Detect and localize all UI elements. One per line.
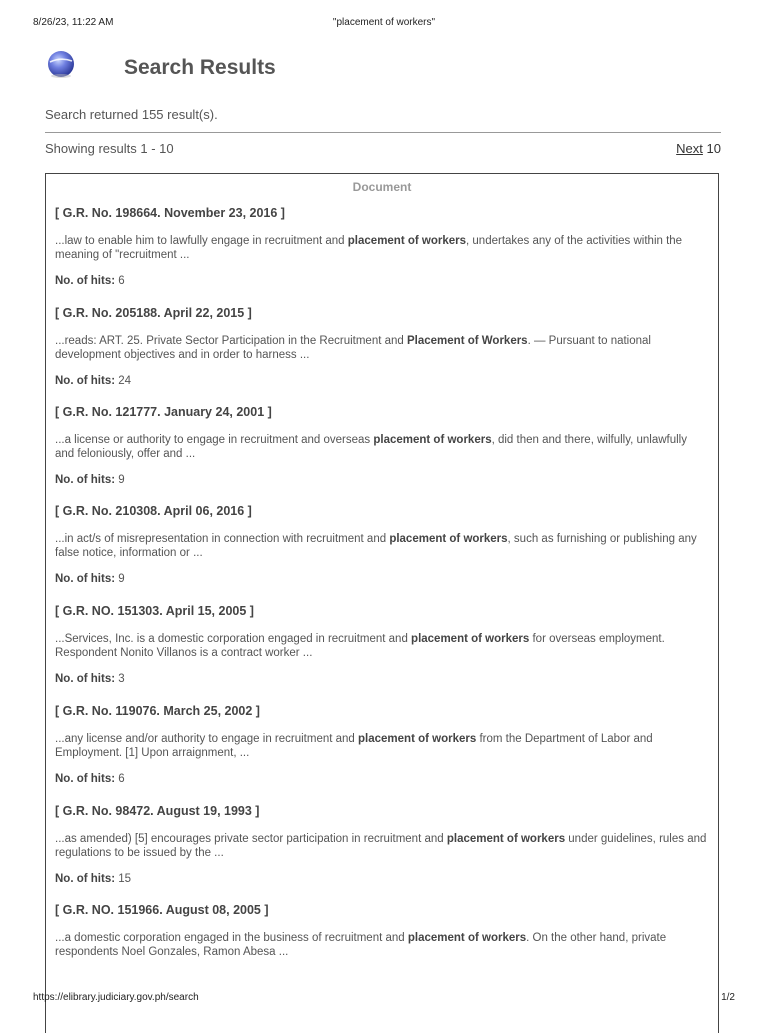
result-title-link[interactable]: [ G.R. No. 198664. November 23, 2016 ] (55, 206, 285, 220)
pagination (676, 141, 721, 156)
result-snippet: ...any license and/or authority to engage in recruitment and placement of workers from the Department of Labor and Employment. [1] Upon arraignment, ... (55, 733, 653, 759)
highlight-term: placement of workers (411, 633, 530, 645)
results-table (45, 173, 719, 1033)
result-snippet: ...reads: ART. 25. Private Sector Participation in the Recruitment and Placement of Workers. — Pursuant to national development objectives and in order to harness ... (55, 335, 651, 361)
page-title: Search Results (124, 56, 276, 79)
hit-count: No. of hits: 3 (55, 673, 125, 685)
print-footer (33, 992, 735, 1006)
hit-count: No. of hits: 9 (55, 474, 125, 486)
hit-count: No. of hits: 15 (55, 873, 132, 885)
result-title-link[interactable]: [ G.R. No. 98472. August 19, 1993 ] (55, 804, 260, 818)
print-title: "placement of workers" (332, 17, 436, 28)
result-snippet: ...law to enable him to lawfully engage in recruitment and placement of workers, undertakes any of the activities within the meaning of "recruitment ... (55, 235, 683, 261)
result-item (55, 306, 708, 388)
results-summary: Search returned 155 result(s). (45, 107, 218, 122)
highlight-term: placement of workers (347, 235, 467, 247)
print-page-number: 1/2 (721, 992, 735, 1003)
divider (45, 132, 721, 133)
highlight-term: placement of workers (373, 434, 492, 446)
result-snippet: ...as amended) [5] encourages private sector participation in recruitment and placement of workers under guidelines, rules and regulations to be issued by the ... (55, 833, 707, 859)
globe-logo-icon (46, 49, 76, 79)
result-snippet: ...a domestic corporation engaged in the business of recruitment and placement of workers. On the other hand, private respondents Noel Gonzales, Ramon Abesa ... (55, 932, 667, 958)
result-item (55, 604, 708, 686)
hit-count: No. of hits: 6 (55, 773, 125, 785)
result-snippet: ...in act/s of misrepresentation in connection with recruitment and placement of workers, such as furnishing or publishing any false notice, information or ... (55, 533, 697, 559)
print-datetime: 8/26/23, 11:22 AM (33, 17, 114, 28)
highlight-term: placement of workers (358, 733, 477, 745)
result-title-link[interactable]: [ G.R. No. 205188. April 22, 2015 ] (55, 306, 252, 320)
highlight-term: Placement of Workers (407, 335, 528, 347)
highlight-term: placement of workers (446, 833, 566, 845)
result-title-link[interactable]: [ G.R. No. 119076. March 25, 2002 ] (55, 704, 260, 718)
showing-range: Showing results 1 - 10 (45, 141, 174, 156)
result-snippet: ...Services, Inc. is a domestic corporation engaged in recruitment and placement of workers for overseas employment. Respondent Nonito Villanos is a contract worker ... (55, 633, 665, 659)
result-title-link[interactable]: [ G.R. No. 121777. January 24, 2001 ] (55, 405, 272, 419)
result-item (55, 504, 708, 586)
result-item (55, 206, 708, 288)
print-url: https://elibrary.judiciary.gov.ph/search (33, 992, 199, 1003)
next-page-count: 10 (706, 141, 721, 156)
result-title-link[interactable]: [ G.R. No. 210308. April 06, 2016 ] (55, 504, 252, 518)
result-title-link[interactable]: [ G.R. NO. 151303. April 15, 2005 ] (55, 604, 254, 618)
result-item (55, 704, 708, 786)
result-snippet: ...a license or authority to engage in recruitment and overseas placement of workers, did then and there, wilfully, unlawfully and feloniously, offer and ... (55, 434, 687, 460)
result-item (55, 903, 708, 959)
print-header (33, 17, 735, 31)
hit-count: No. of hits: 6 (55, 275, 125, 287)
hit-count: No. of hits: 24 (55, 375, 132, 387)
hit-count: No. of hits: 9 (55, 573, 125, 585)
result-item (55, 804, 708, 886)
highlight-term: placement of workers (389, 533, 508, 545)
column-header-document: Document (352, 180, 412, 194)
next-page-link[interactable]: Next (676, 141, 703, 156)
result-item (55, 405, 708, 487)
highlight-term: placement of workers (407, 932, 527, 944)
result-title-link[interactable]: [ G.R. NO. 151966. August 08, 2005 ] (55, 903, 269, 917)
